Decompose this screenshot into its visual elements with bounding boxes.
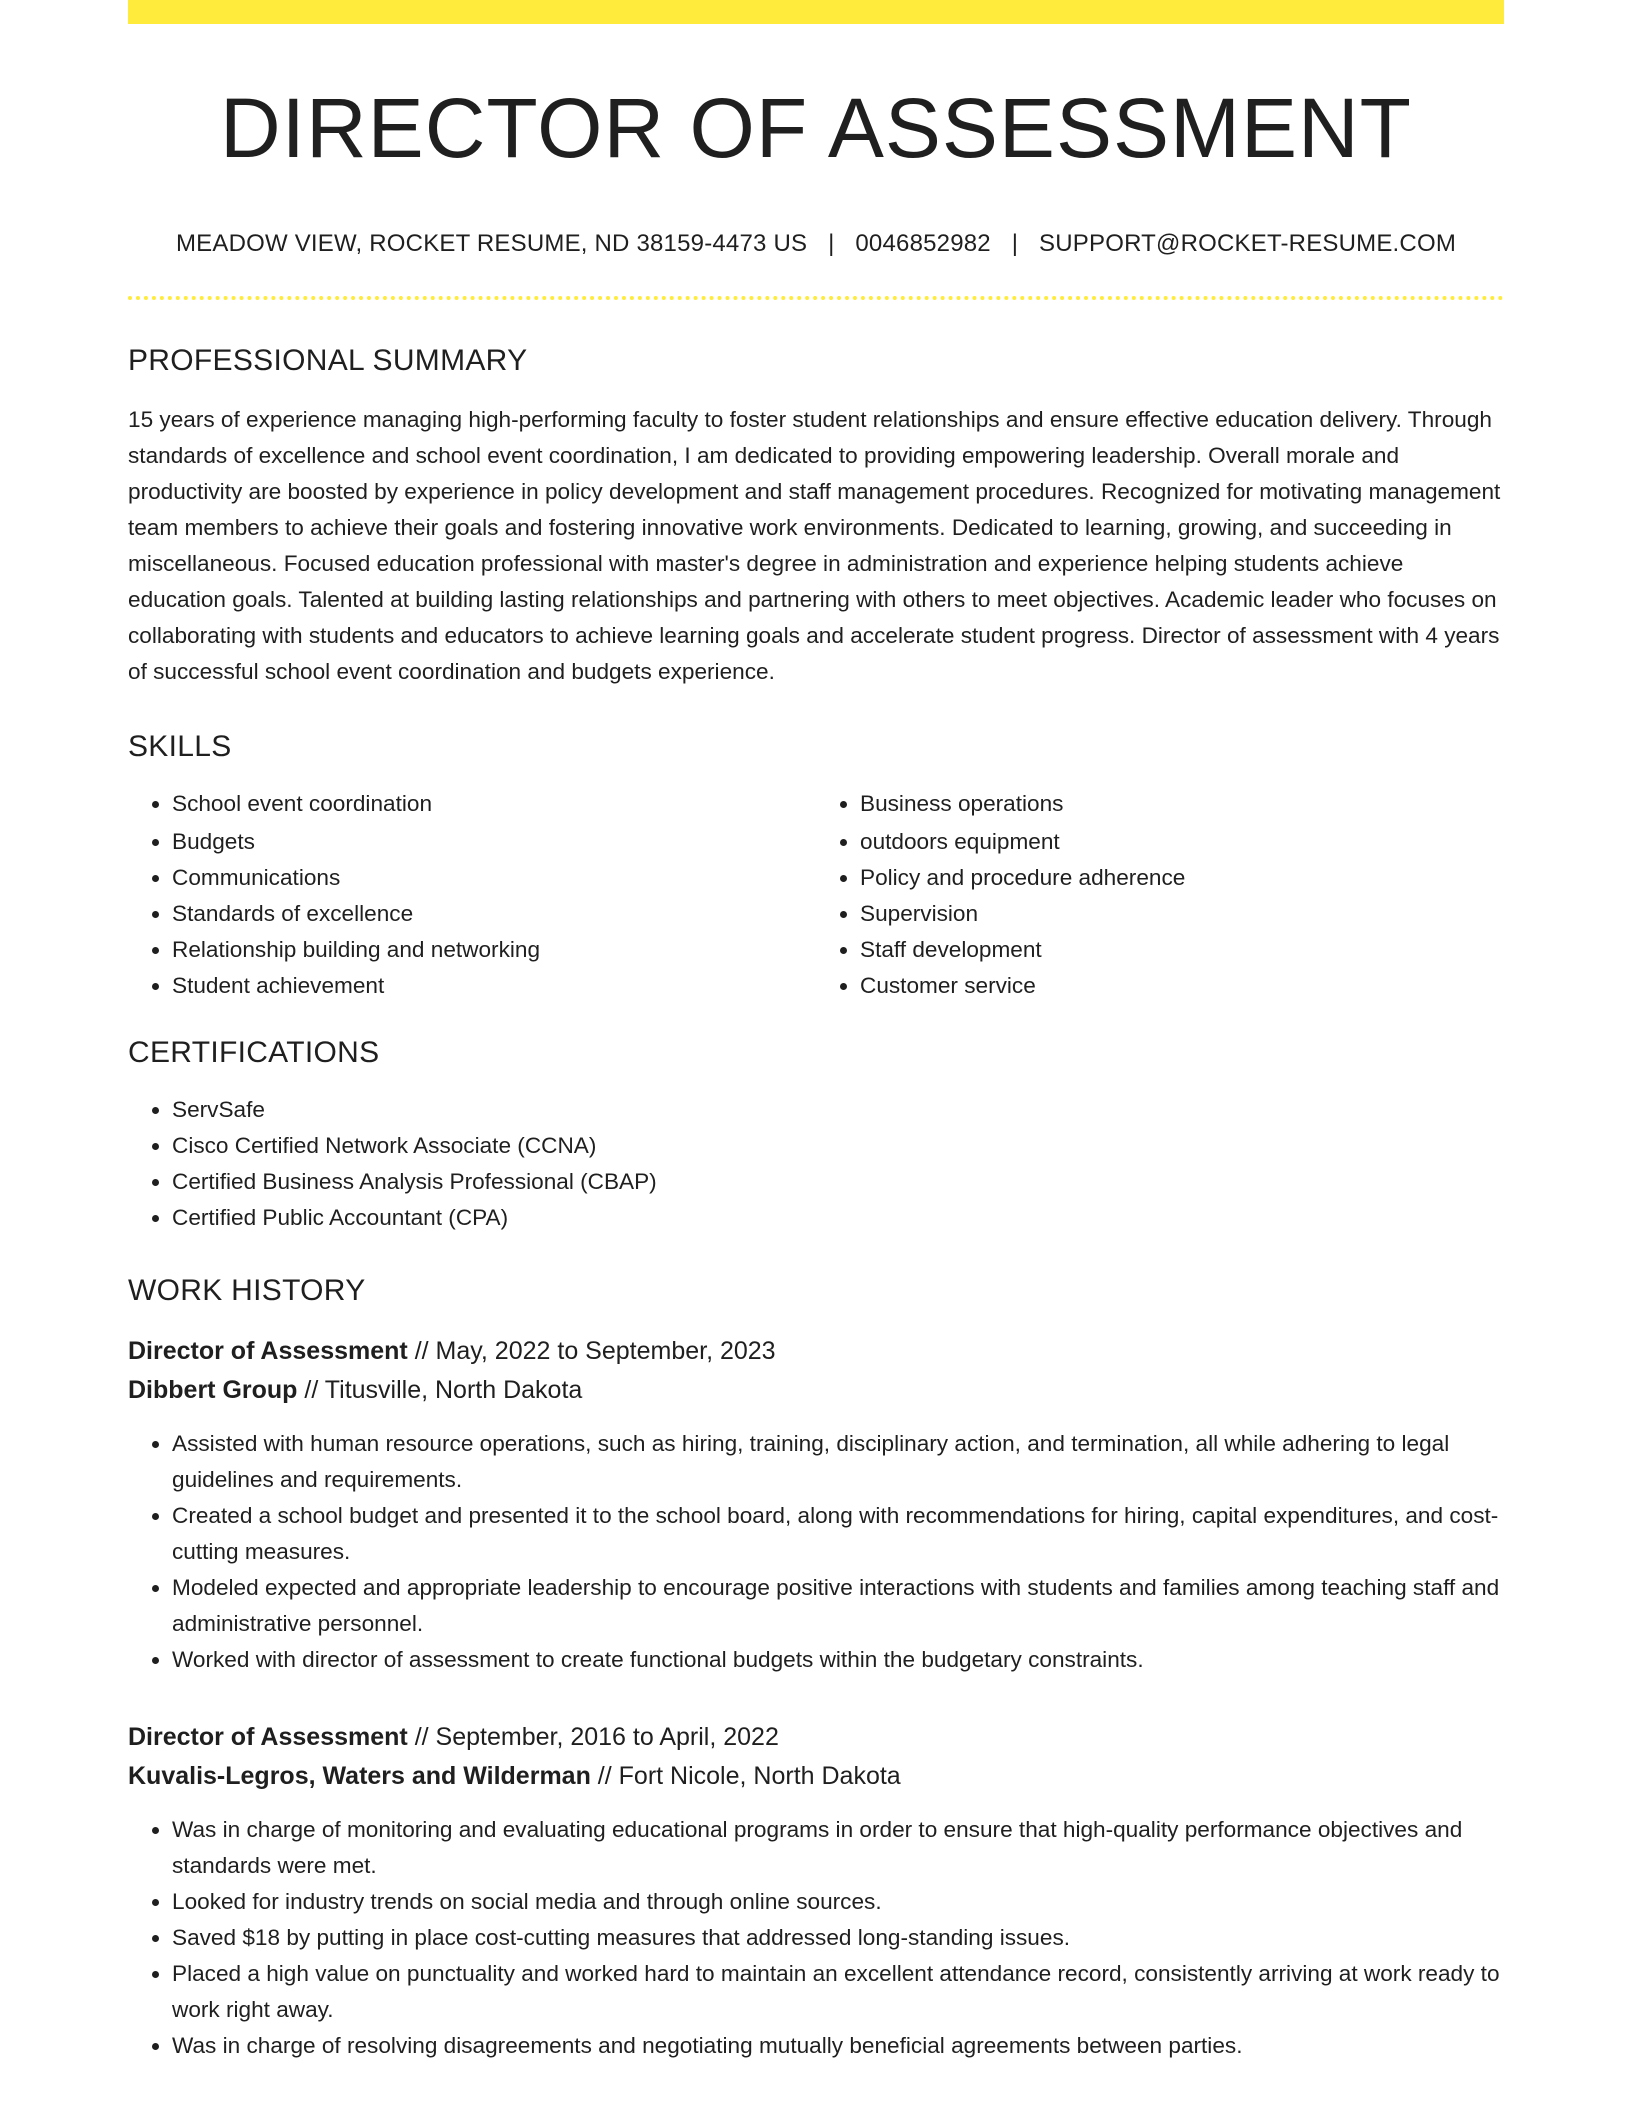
skill-item: • Standards of excellence	[172, 896, 816, 932]
certification-item: • Cisco Certified Network Associate (CCNA)	[172, 1128, 1504, 1164]
contact-email: SUPPORT@ROCKET-RESUME.COM	[1039, 230, 1457, 257]
skill-item: • Budgets	[172, 824, 816, 860]
skill-item: • Customer service	[860, 968, 1504, 1004]
skills-heading: SKILLS	[128, 730, 232, 763]
job-entry	[128, 1718, 1504, 2064]
work-history-heading: WORK HISTORY	[128, 1274, 366, 1307]
job-location: Titusville, North Dakota	[324, 1376, 583, 1404]
skill-item: • Supervision	[860, 896, 1504, 932]
contact-line	[128, 232, 1504, 256]
contact-address: MEADOW VIEW, ROCKET RESUME, ND 38159-4473 US	[175, 230, 808, 257]
skills-columns	[128, 786, 1504, 1004]
certifications-list	[128, 1092, 1504, 1236]
contact-separator: |	[828, 230, 835, 257]
job-role-line	[128, 1332, 1504, 1371]
skills-list-left	[128, 786, 816, 1004]
top-accent-bar	[128, 0, 1504, 24]
job-company: Kuvalis-Legros, Waters and Wilderman	[128, 1762, 591, 1790]
job-separator: //	[414, 1723, 429, 1751]
job-location: Fort Nicole, North Dakota	[618, 1762, 901, 1790]
job-bullets	[128, 1812, 1504, 2064]
job-bullet: • Modeled expected and appropriate leadership to encourage positive interactions with students and families among teaching staff and administrative personnel.	[172, 1570, 1504, 1642]
skill-item: • Staff development	[860, 932, 1504, 968]
certifications-heading: CERTIFICATIONS	[128, 1036, 380, 1069]
skill-item: • Policy and procedure adherence	[860, 860, 1504, 896]
job-bullet: • Placed a high value on punctuality and worked hard to maintain an excellent attendance record, consistently arriving at work ready to work right away.	[172, 1956, 1504, 2028]
job-role-line	[128, 1718, 1504, 1757]
resume-name: DIRECTOR OF ASSESSMENT	[220, 81, 1412, 175]
skill-item: • Communications	[172, 860, 816, 896]
job-bullet: • Was in charge of resolving disagreements and negotiating mutually beneficial agreements between parties.	[172, 2028, 1504, 2064]
certification-item: • Certified Public Accountant (CPA)	[172, 1200, 1504, 1236]
contact-phone: 0046852982	[855, 230, 991, 257]
job-bullet: • Looked for industry trends on social media and through online sources.	[172, 1884, 1504, 1920]
summary-text: 15 years of experience managing high-performing faculty to foster student relationships and ensure effective education delivery. Through standards of excellence and school event coordination, I am dedicated to providing empowering leadership. Overall morale and productivity are boosted by experience in policy development and staff management procedures. Recognized for motivating management team members to achieve their goals and fostering innovative work environments. Dedicated to learning, growing, and succeeding in miscellaneous. Focused education professional with master's degree in administration and experience helping students achieve education goals. Talented at building lasting relationships and partnering with others to meet objectives. Academic leader who focuses on collaborating with students and educators to achieve learning goals and accelerate student progress. Director of assessment with 4 years of successful school event coordination and budgets experience.	[128, 407, 1501, 684]
job-separator: //	[304, 1376, 319, 1404]
job-company-line	[128, 1757, 1504, 1796]
job-company: Dibbert Group	[128, 1376, 298, 1404]
header-divider	[128, 296, 1504, 300]
job-role: Director of Assessment	[128, 1723, 408, 1751]
skill-item: • outdoors equipment	[860, 824, 1504, 860]
job-bullet: • Created a school budget and presented it to the school board, along with recommendations for hiring, capital expenditures, and cost-cutting measures.	[172, 1498, 1504, 1570]
resume-page	[128, 0, 1504, 2064]
skill-item: • Relationship building and networking	[172, 932, 816, 968]
job-entry	[128, 1332, 1504, 1678]
job-bullet: • Assisted with human resource operations, such as hiring, training, disciplinary action, and termination, all while adhering to legal guidelines and requirements.	[172, 1426, 1504, 1498]
skills-list-right	[816, 786, 1504, 1004]
contact-separator: |	[1011, 230, 1019, 257]
job-separator: //	[597, 1762, 612, 1790]
skill-item: • Business operations	[860, 786, 1504, 822]
certification-item: • ServSafe	[172, 1092, 1504, 1128]
skill-item: • School event coordination	[172, 786, 816, 822]
job-bullet: • Saved $18 by putting in place cost-cutting measures that addressed long-standing issues.	[172, 1920, 1504, 1956]
job-separator: //	[414, 1337, 429, 1365]
skill-item: • Student achievement	[172, 968, 816, 1004]
job-bullet: • Worked with director of assessment to create functional budgets within the budgetary constraints.	[172, 1642, 1504, 1678]
job-dates: September, 2016 to April, 2022	[435, 1723, 779, 1751]
certification-item: • Certified Business Analysis Professional (CBAP)	[172, 1164, 1504, 1200]
job-company-line	[128, 1371, 1504, 1410]
job-bullets	[128, 1426, 1504, 1678]
job-dates: May, 2022 to September, 2023	[435, 1337, 776, 1365]
job-bullet: • Was in charge of monitoring and evaluating educational programs in order to ensure that high-quality performance objectives and standards were met.	[172, 1812, 1504, 1884]
job-role: Director of Assessment	[128, 1337, 408, 1365]
summary-heading: PROFESSIONAL SUMMARY	[128, 344, 528, 377]
